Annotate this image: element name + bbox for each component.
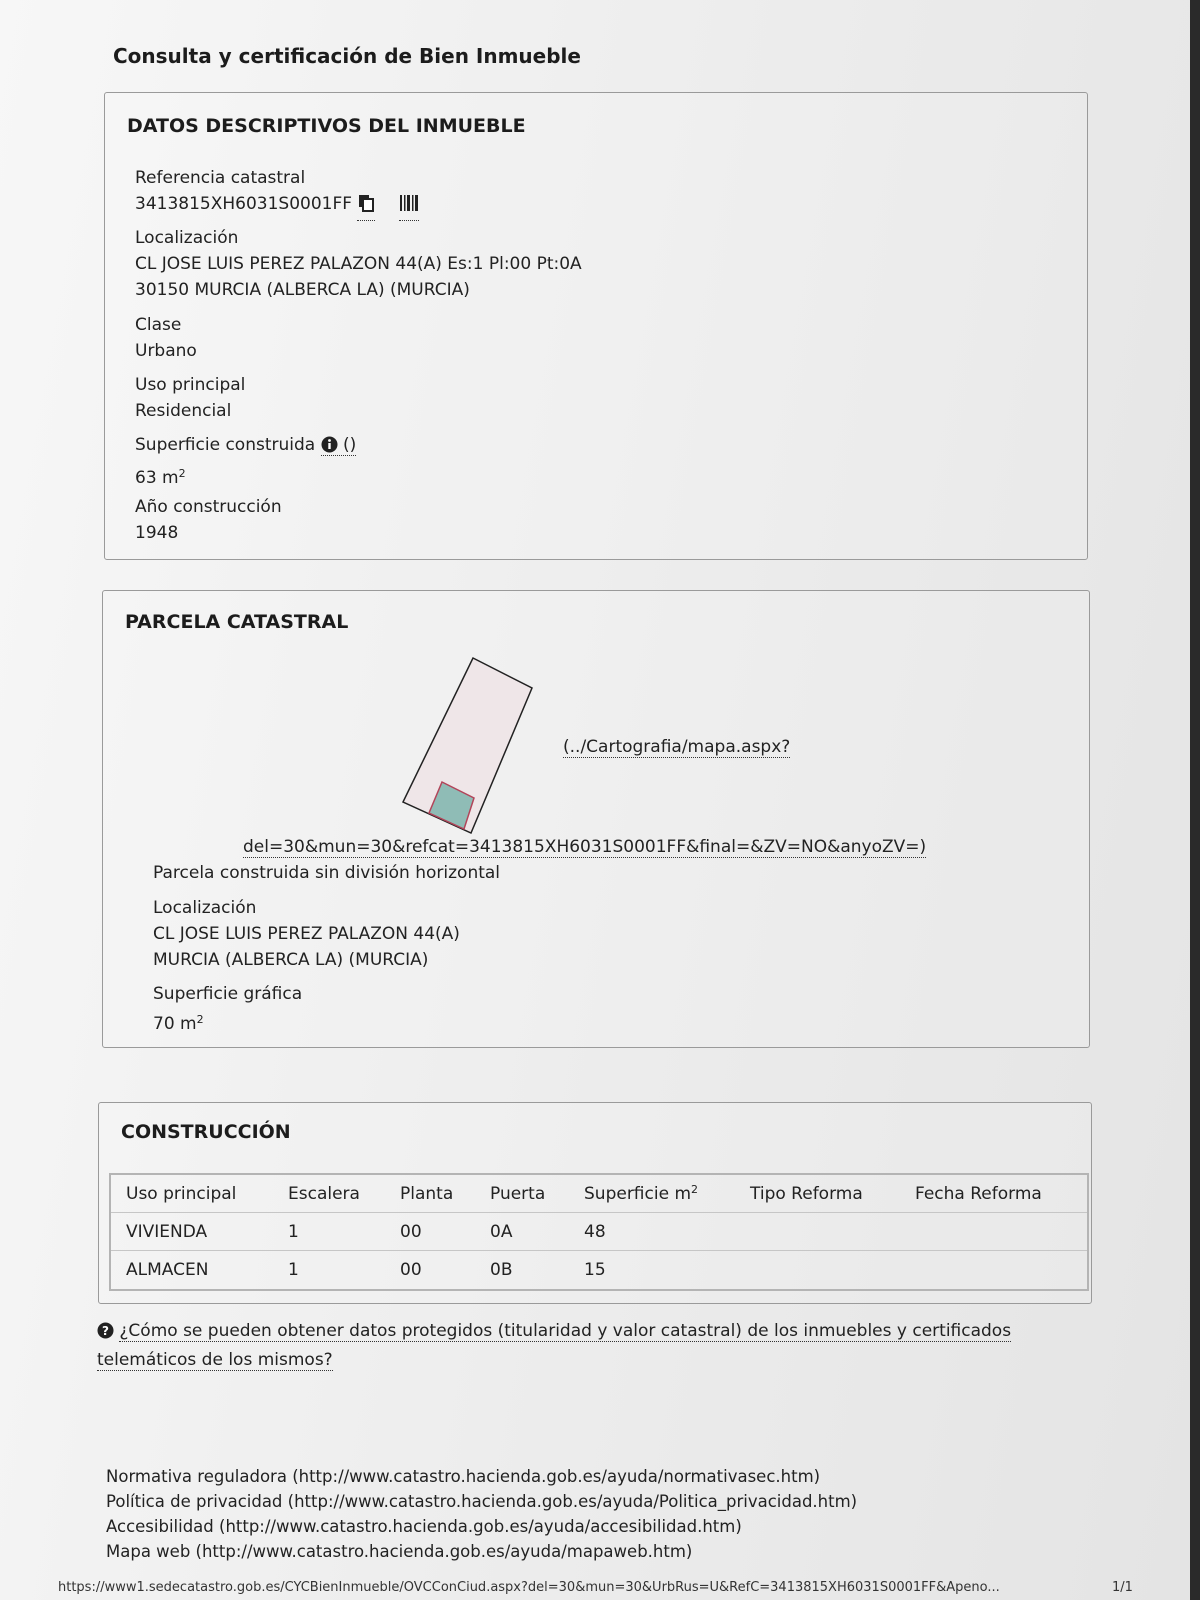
parcel-localizacion-line1: CL JOSE LUIS PEREZ PALAZON 44(A): [153, 924, 460, 944]
anio-label: Año construcción: [135, 497, 282, 517]
footer-link-accesibilidad[interactable]: Accesibilidad (http://www.catastro.hacienda.gob.es/ayuda/accesibilidad.htm): [106, 1517, 742, 1536]
page-indicator: 1/1: [1112, 1580, 1133, 1595]
header-fecha-reforma: Fecha Reforma: [915, 1183, 1042, 1204]
row-uso: ALMACEN: [126, 1260, 209, 1280]
superficie-label: Superficie construida: [135, 435, 316, 455]
superficie-value: 63 m: [135, 468, 179, 488]
parcel-panel: [102, 590, 1090, 1048]
localizacion-label: Localización: [135, 228, 239, 248]
construction-panel: [98, 1102, 1092, 1304]
uso-value: Residencial: [135, 401, 232, 421]
info-icon: [321, 435, 338, 461]
table-row: [111, 1213, 1087, 1251]
table-row: [111, 1251, 1087, 1289]
header-superficie: Superficie $m^2$: [584, 1183, 699, 1204]
localizacion-field: [135, 225, 582, 303]
header-puerta: Puerta: [490, 1183, 546, 1204]
row-puerta: 0A: [490, 1221, 513, 1242]
localizacion-line2: 30150 MURCIA (ALBERCA LA) (MURCIA): [135, 280, 470, 300]
clase-label: Clase: [135, 315, 182, 335]
anio-value: 1948: [135, 523, 179, 543]
parcel-localizacion-field: [153, 895, 460, 973]
superficie-info-text: (): [343, 435, 357, 455]
protected-data-help[interactable]: [97, 1318, 1087, 1373]
descriptive-data-title: DATOS DESCRIPTIVOS DEL INMUEBLE: [127, 115, 526, 137]
parcel-superficie-value: 70 m: [153, 1014, 197, 1034]
localizacion-line1: CL JOSE LUIS PEREZ PALAZON 44(A) Es:1 Pl:00 Pt:0A: [135, 254, 582, 274]
header-escalera: Escalera: [288, 1183, 360, 1204]
barcode-icon[interactable]: [399, 194, 419, 221]
footer-link-mapa-web[interactable]: Mapa web (http://www.catastro.hacienda.gob.es/ayuda/mapaweb.htm): [106, 1542, 693, 1561]
uso-field: [135, 372, 245, 424]
header-uso: Uso principal: [126, 1183, 237, 1204]
referencia-value: 3413815XH6031S0001FF: [135, 194, 353, 214]
parcel-superficie-field: [153, 981, 302, 1037]
referencia-field: [135, 165, 419, 221]
parcel-superficie-label: Superficie gráfica: [153, 984, 303, 1004]
row-planta: 00: [400, 1260, 422, 1280]
footer-link-privacidad[interactable]: Política de privacidad (http://www.catastro.hacienda.gob.es/ayuda/Politica_privacidad.htm): [106, 1492, 858, 1511]
help-link-text[interactable]: ¿Cómo se pueden obtener datos protegidos (titularidad y valor catastral) de los inmuebles y certificados telemáticos de los mismos?: [97, 1321, 1012, 1370]
row-escalera: 1: [288, 1221, 299, 1242]
map-link-line1[interactable]: (../Cartografia/mapa.aspx?: [563, 737, 791, 757]
descriptive-data-panel: [104, 92, 1088, 560]
copy-icon[interactable]: [357, 194, 375, 221]
svg-text:?: ?: [102, 1324, 109, 1338]
parcel-type: Parcela construida sin división horizontal: [153, 863, 501, 883]
superficie-field: [135, 432, 356, 491]
superficie-info-link[interactable]: [321, 435, 357, 456]
superficie-exp: 2: [178, 467, 186, 480]
row-uso: VIVIENDA: [126, 1221, 208, 1242]
construction-title: CONSTRUCCIÓN: [121, 1121, 291, 1143]
parcel-map-image[interactable]: [399, 655, 539, 839]
parcel-localizacion-line2: MURCIA (ALBERCA LA) (MURCIA): [153, 950, 429, 970]
footer-links: [106, 1464, 857, 1564]
row-escalera: 1: [288, 1260, 299, 1280]
anio-field: [135, 494, 282, 546]
clase-value: Urbano: [135, 341, 197, 361]
footer-link-normativa[interactable]: Normativa reguladora (http://www.catastro.hacienda.gob.es/ayuda/normativasec.htm): [106, 1467, 821, 1486]
header-tipo-reforma: Tipo Reforma: [750, 1183, 863, 1204]
print-url: https://www1.sedecatastro.gob.es/CYCBienInmueble/OVCConCiud.aspx?del=30&mun=30&UrbRus=U&RefC=3413815XH6031S0001FF&Apeno...: [58, 1580, 1000, 1595]
row-superficie: 15: [584, 1260, 606, 1280]
uso-label: Uso principal: [135, 375, 246, 395]
table-header-row: [111, 1175, 1087, 1213]
clase-field: [135, 312, 197, 364]
map-link-line2[interactable]: del=30&mun=30&refcat=3413815XH6031S0001FF&final=&ZV=NO&anyoZV=): [243, 837, 927, 857]
parcel-superficie-exp: 2: [196, 1013, 204, 1026]
row-planta: 00: [400, 1221, 422, 1242]
row-superficie: 48: [584, 1221, 606, 1242]
referencia-label: Referencia catastral: [135, 168, 306, 188]
question-icon: [97, 1321, 114, 1347]
parcel-localizacion-label: Localización: [153, 898, 257, 918]
parcel-title: PARCELA CATASTRAL: [125, 611, 349, 633]
header-planta: Planta: [400, 1183, 454, 1204]
page-title: Consulta y certificación de Bien Inmueble: [113, 44, 581, 68]
row-puerta: 0B: [490, 1260, 513, 1280]
construction-table: [109, 1173, 1089, 1291]
